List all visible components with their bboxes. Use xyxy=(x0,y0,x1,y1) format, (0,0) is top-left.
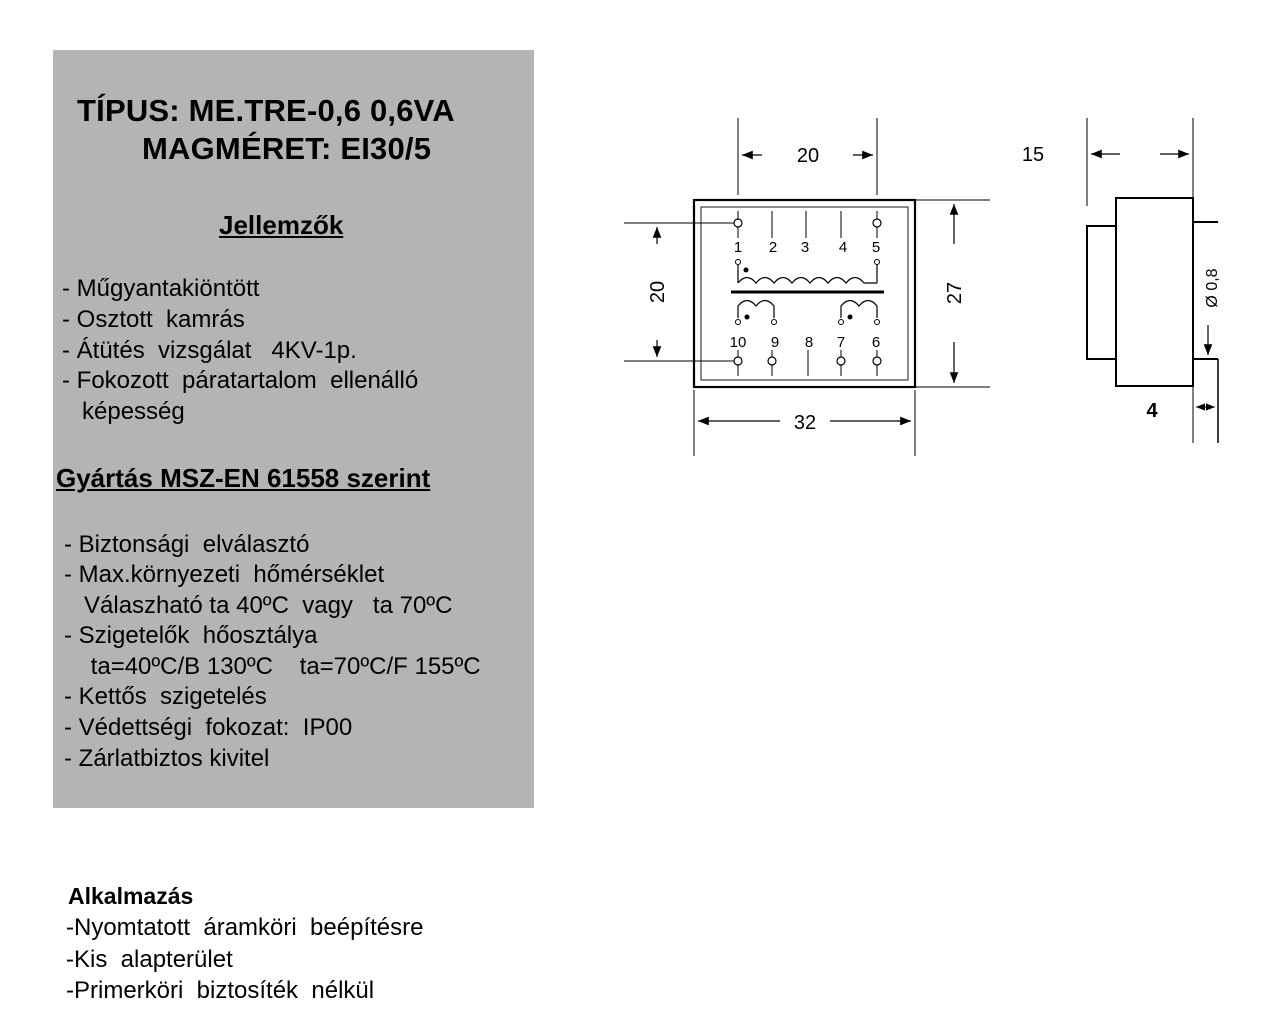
standard-item: - Biztonsági elválasztó xyxy=(64,531,310,558)
primary-winding xyxy=(736,260,880,284)
feature-item: képesség xyxy=(62,398,185,425)
secondary-winding-left xyxy=(736,301,777,325)
dim-pin-length: 4 xyxy=(1146,400,1158,422)
dim-left-height: 20 xyxy=(647,280,669,304)
application-item: -Primerköri biztosíték nélkül xyxy=(66,977,375,1004)
standard-item: ta=40ºC/B 130ºC ta=70ºC/F 155ºC xyxy=(64,653,481,680)
pin-number: 3 xyxy=(800,239,810,256)
standard-item: - Max.környezeti hőmérséklet xyxy=(64,561,385,588)
pin-number: 10 xyxy=(729,334,747,351)
standard-item: - Zárlatbiztos kivitel xyxy=(64,745,270,772)
dim-right-height: 27 xyxy=(944,281,966,305)
pin-number: 6 xyxy=(871,334,881,351)
features-heading: Jellemzők xyxy=(219,210,344,240)
feature-item: - Osztott kamrás xyxy=(62,306,245,333)
dim-pin-diameter: Ø 0,8 xyxy=(1204,268,1221,308)
pin-number: 7 xyxy=(836,334,846,351)
standard-item: - Védettségi fokozat: IP00 xyxy=(64,714,353,741)
standard-item: - Szigetelők hőosztálya xyxy=(64,622,318,649)
secondary-winding-right xyxy=(839,301,880,325)
feature-item: - Fokozott páratartalom ellenálló xyxy=(62,367,419,394)
application-item: -Nyomtatott áramköri beépítésre xyxy=(66,914,424,941)
dim-top-width: 20 xyxy=(796,145,820,167)
standard-item: Válaszható ta 40ºC vagy ta 70ºC xyxy=(64,592,453,619)
pin-number: 5 xyxy=(871,239,881,256)
type-title: TÍPUS: ME.TRE-0,6 0,6VA xyxy=(77,93,455,128)
pin-number: 4 xyxy=(838,239,848,256)
application-item: -Kis alapterület xyxy=(66,946,233,973)
dim-bottom-width: 32 xyxy=(793,412,817,434)
pin-number: 9 xyxy=(770,334,780,351)
application-heading: Alkalmazás xyxy=(68,883,194,909)
standard-item: - Kettős szigetelés xyxy=(64,683,267,710)
pin-number: 1 xyxy=(733,239,743,256)
standard-heading: Gyártás MSZ-EN 61558 szerint xyxy=(56,463,431,493)
pin-number: 8 xyxy=(804,334,814,351)
dim-side-depth: 15 xyxy=(1021,144,1045,166)
feature-item: - Műgyantakiöntött xyxy=(62,275,260,302)
feature-item: - Átütés vizsgálat 4KV-1p. xyxy=(62,337,357,364)
side-view xyxy=(1087,118,1218,443)
pin-number: 2 xyxy=(768,239,778,256)
core-size-title: MAGMÉRET: EI30/5 xyxy=(142,131,432,166)
